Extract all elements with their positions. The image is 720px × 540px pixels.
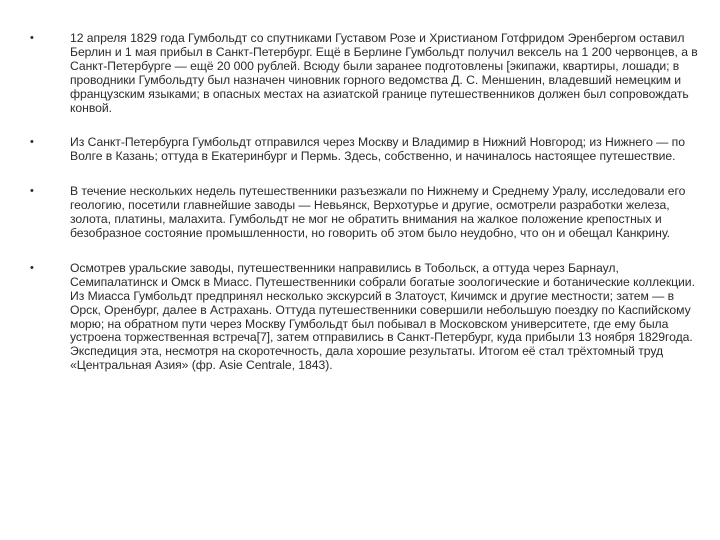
bullet-list xyxy=(30,32,702,394)
bullet-marker: • xyxy=(30,136,34,149)
paragraph-text: Осмотрев уральские заводы, путешественники направились в Тобольск, а оттуда через Барнаул, Семипалатинск и Омск в Миасс. Путешественники собрали богатые зоологические и ботанические коллекции. Из Миасса Гумбольдт предпринял несколько экскурсий в Златоуст, Кичимск и другие местности; затем — в Орск, Оренбург, далее в Астрахань. Оттуда путешественники совершили небольшую поездку по Каспийскому морю; на обратном пути через Москву Гумбольдт был побывал в Московском университете, где ему была устроена торжественная встреча[7], затем отправились в Санкт-Петербург, куда прибыли 13 ноября 1829года. Экспедиция эта, несмотря на скоротечность, дала хорошие результаты. Итогом её стал трёхтомный труд «Центральная Азия» (фр. Asie Centrale, 1843). xyxy=(70,260,695,373)
list-item xyxy=(30,136,702,164)
paragraph-text: 12 апреля 1829 года Гумбольдт со спутниками Густавом Розе и Христианом Готфридом Эренбергом оставил Берлин и 1 мая прибыл в Санкт-Петербург. Ещё в Берлине Гумбольдт получил вексель на 1 200 червонцев, а в Санкт-Петербурге — ещё 20 000 рублей. Всюду были заранее подготовлены [экипажи, квартиры, лошади; в проводники Гумбольдту был назначен чиновник горного ведомства Д. С. Меншенин, владевший немецким и французским языками; в опасных местах на азиатской границе путешественников должен был сопровождать конвой. xyxy=(70,31,698,115)
bullet-marker: • xyxy=(30,32,34,44)
paragraph-text: В течение нескольких недель путешественники разъезжали по Нижнему и Среднему Уралу, исследовали его геологию, посетили главнейшие заводы — Невьянск, Верхотурье и другие, осмотрели разработки железа, золота, платины, малахита. Гумбольдт не мог не обратить внимания на жалкое положение крепостных и безобразное состояние промышленности, но говорить об этом было неудобно, что он и обещал Канкрину. xyxy=(70,184,686,240)
paragraph-text: Из Санкт-Петербурга Гумбольдт отправился через Москву и Владимир в Нижний Новгород; из Нижнего — по Волге в Казань; оттуда в Екатеринбург и Пермь. Здесь, собственно, и начиналось настоящее путешествие. xyxy=(70,135,685,164)
list-item xyxy=(30,32,702,115)
bullet-marker: • xyxy=(30,261,34,274)
list-item xyxy=(30,185,702,241)
list-item xyxy=(30,262,702,373)
bullet-marker: • xyxy=(30,185,34,198)
